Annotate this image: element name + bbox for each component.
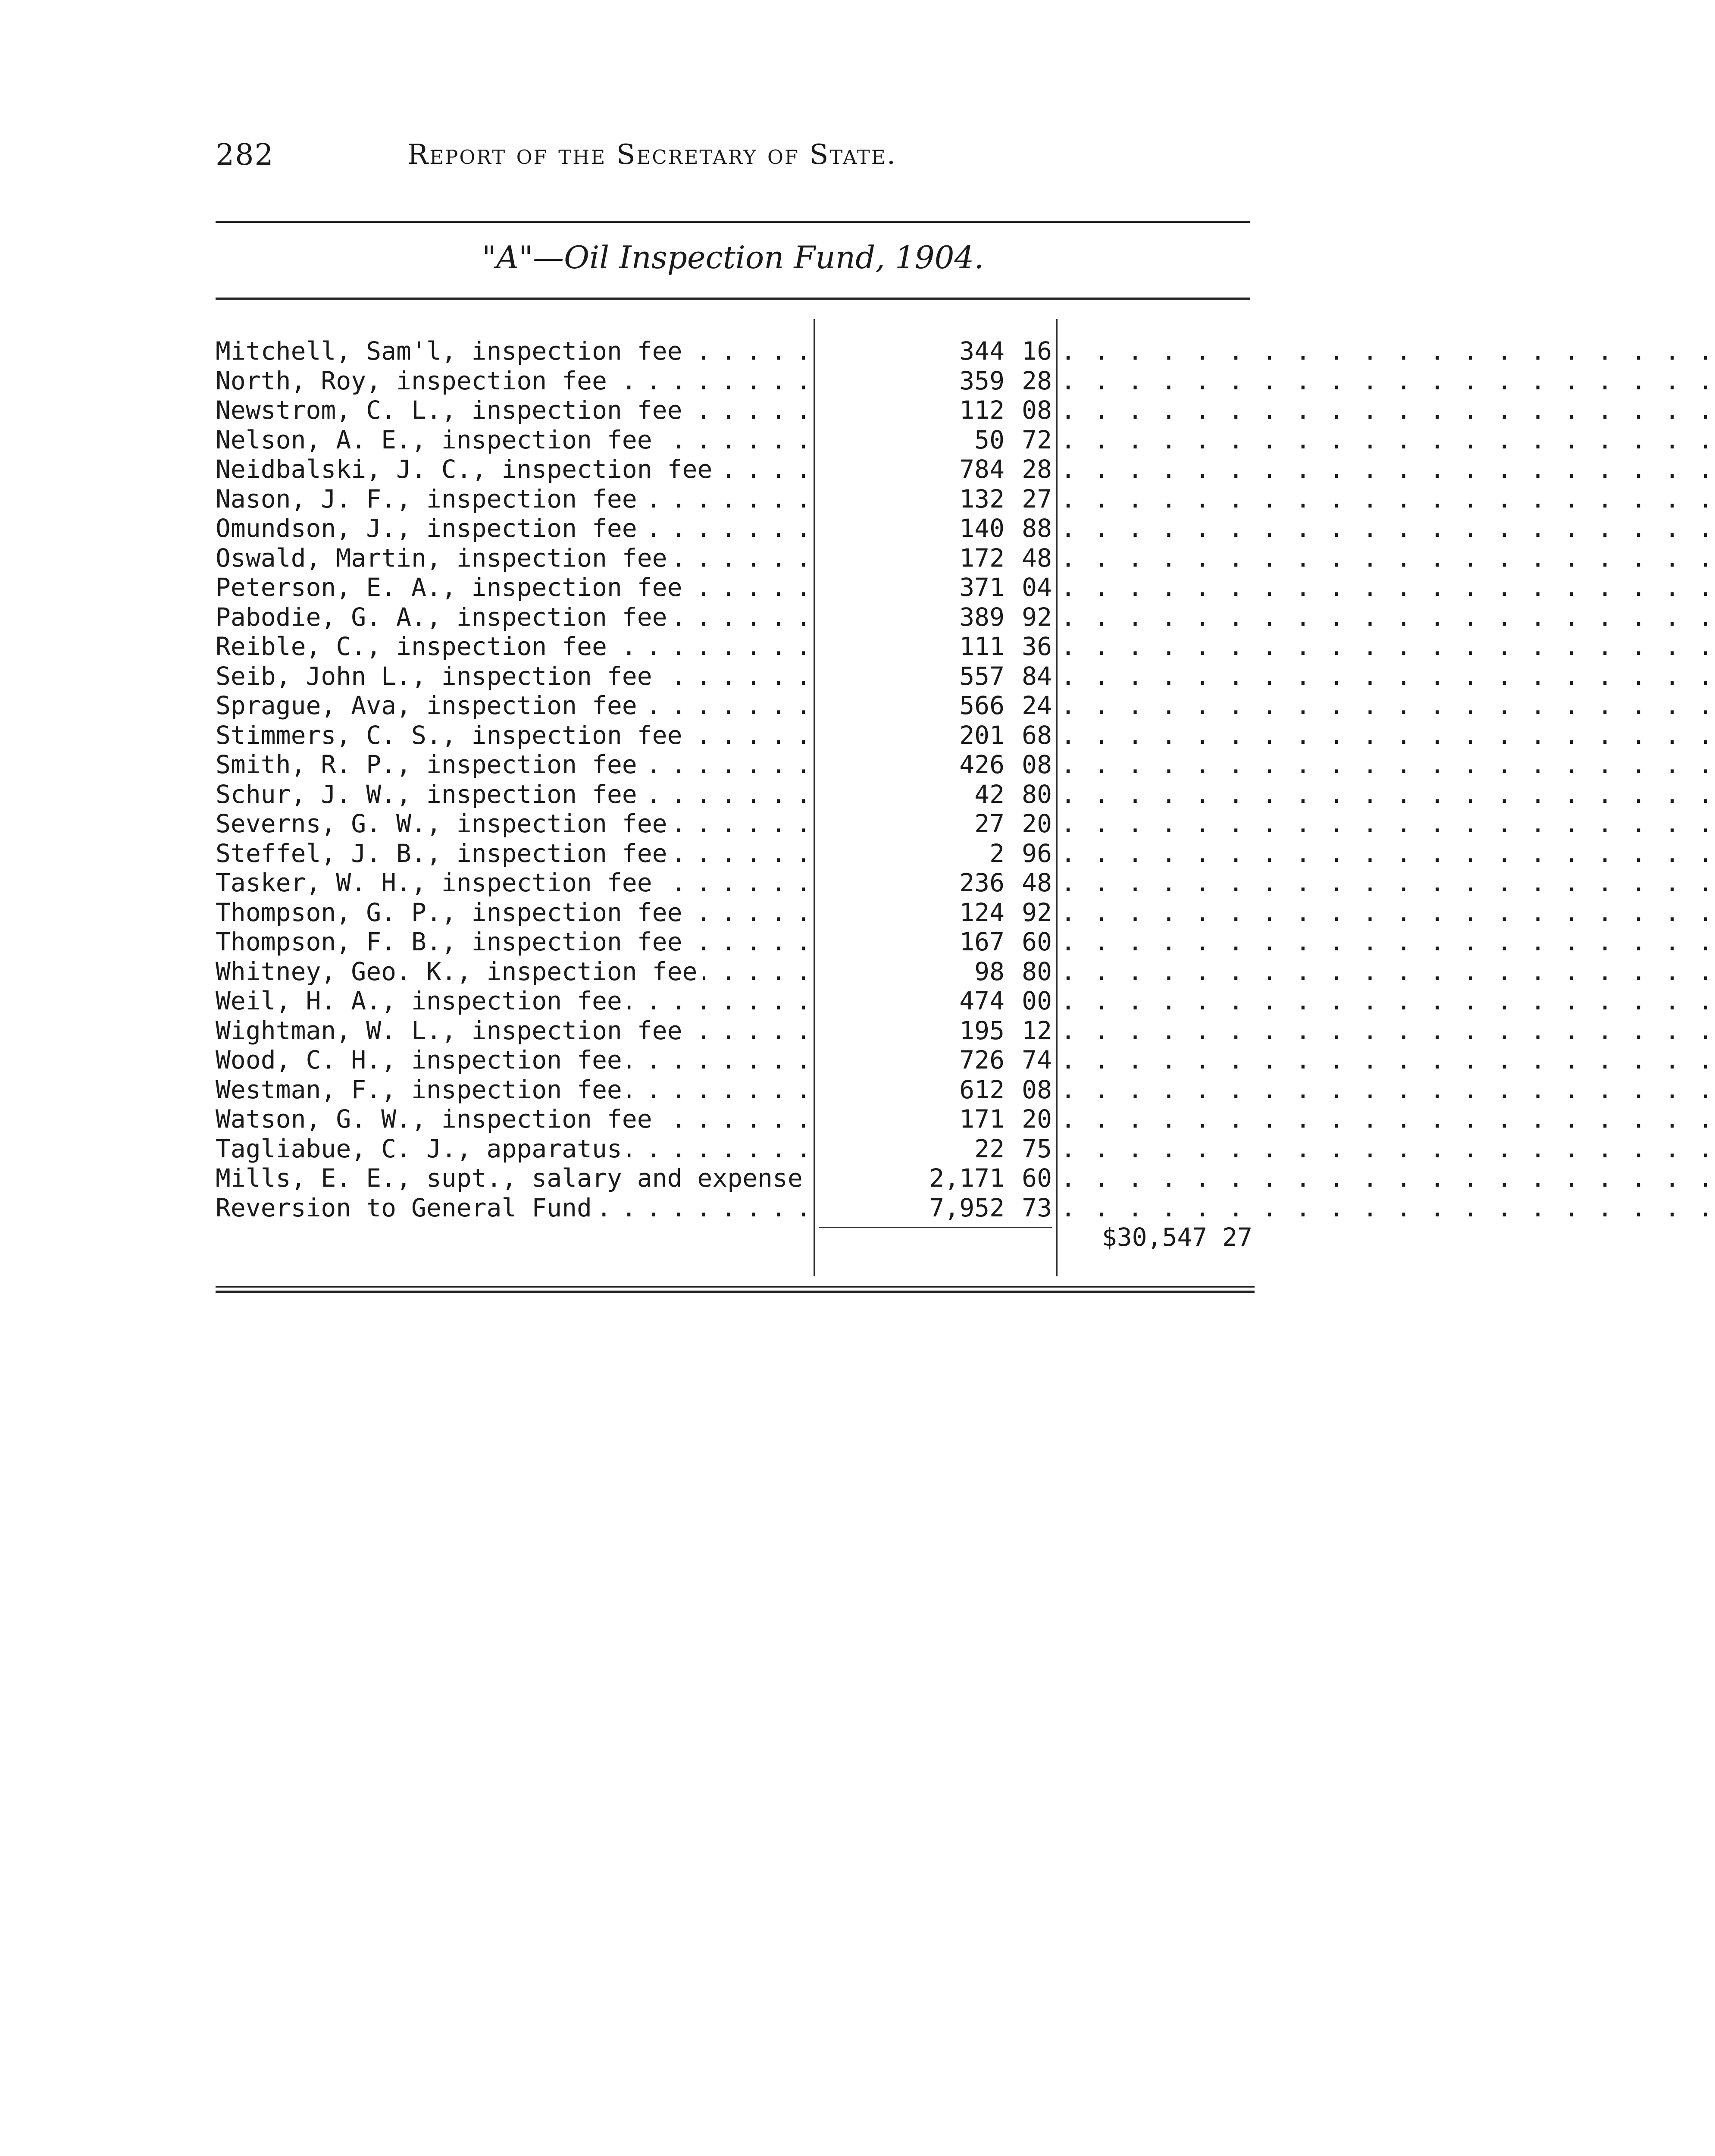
table-row [216,750,1715,780]
entry-amount [819,484,1052,514]
entry-amount [819,780,1052,809]
table-row [216,1015,1715,1046]
entry-description [216,898,808,928]
entry-cents: 08 [1022,395,1052,425]
entry-description-text: Nelson, A. E., inspection fee [216,425,658,454]
entry-dollars: 98 [974,956,1005,986]
entry-amount [819,927,1052,957]
entry-description [216,1104,808,1134]
table-row [216,1193,1715,1223]
entry-cents: 80 [1022,956,1052,986]
total-leader-dots: . . . . . . . . . . . . . . . . . . . . [1061,779,1715,809]
entry-cents: 20 [1022,1104,1052,1134]
total-leader-dots: . . . . . . . . . . . . . . . . . . . . [1061,484,1715,514]
total-leader-dots: . . . . . . . . . . . . . . . . . . . . [1061,543,1715,573]
total-leader-dots: . . . . . . . . . . . . . . . . . . . . [1061,750,1715,779]
entry-cents: 12 [1022,1015,1052,1045]
entry-amount [819,395,1052,425]
total-leader-dots: . . . . . . . . . . . . . . . . . . . . [1061,1193,1715,1222]
entry-cents: 20 [1022,809,1052,838]
entry-description-text: Newstrom, C. L., inspection fee [216,395,689,425]
entry-amount [819,957,1052,987]
table-row [216,838,1715,868]
table-row [216,897,1715,928]
subtotal-rule [819,1227,1052,1228]
entry-cents: 16 [1022,336,1052,366]
entry-cents: 28 [1022,454,1052,484]
entry-description-text: Schur, J. W., inspection fee [216,780,643,809]
total-leader-dots: . . . . . . . . . . . . . . . . . . . . [1061,1104,1715,1134]
entry-cents: 48 [1022,868,1052,897]
total-leader-dots: . . . . . . . . . . . . . . . . . . . . [1061,454,1715,484]
entry-amount [819,454,1052,484]
entry-amount [819,573,1052,602]
entry-description [216,957,808,987]
table-row [216,1045,1715,1075]
entry-amount [819,809,1052,839]
total-leader-dots: . . . . . . . . . . . . . . . . . . . . [1061,1075,1715,1104]
entry-description [216,484,808,514]
entry-amount [819,868,1052,898]
entry-dollars: 42 [974,779,1005,809]
table-row [216,1163,1715,1193]
total-leader-dots: . . . . . . . . . . . . . . . . . . . . [1061,366,1715,395]
entry-description-text: Reversion to General Fund [216,1193,598,1222]
table-row [216,425,1715,455]
entry-description [216,750,808,780]
total-leader-dots: . . . . . . . . . . . . . . . . . . . . [1061,868,1715,897]
total-leader-dots: . . . . . . . . . . . . . . . . . . . . [1061,1163,1715,1193]
entry-description-text: Pabodie, G. A., inspection fee [216,602,673,632]
entry-description [216,573,808,602]
entry-cents: 96 [1022,838,1052,868]
table-row [216,927,1715,957]
entry-amount [819,691,1052,721]
entry-cents: 74 [1022,1045,1052,1075]
grand-total: $30,547 27 [1102,1222,1252,1252]
entry-description [216,425,808,455]
table-row [216,986,1715,1016]
entry-description-text: Thompson, G. P., inspection fee [216,898,689,927]
entry-description [216,721,808,750]
entry-dollars: 371 [959,573,1005,602]
total-leader-dots: . . . . . . . . . . . . . . . . . . . . [1061,838,1715,868]
entry-dollars: 2,171 [929,1163,1005,1193]
entry-dollars: 124 [959,897,1005,927]
entry-cents: 08 [1022,750,1052,779]
entry-description-text: Westman, F., inspection fee [216,1075,628,1104]
entry-cents: 72 [1022,425,1052,454]
entry-dollars: 167 [959,927,1005,956]
table-row [216,543,1715,573]
entry-dollars: 359 [959,366,1005,395]
entry-dollars: 726 [959,1045,1005,1075]
entry-cents: 60 [1022,927,1052,956]
entry-cents: 48 [1022,543,1052,573]
ledger-rows [216,336,1715,1252]
entry-dollars: 612 [959,1075,1005,1104]
table-row [216,395,1715,425]
entry-description [216,1163,808,1193]
total-leader-dots: . . . . . . . . . . . . . . . . . . . . [1061,1015,1715,1045]
entry-amount [819,1134,1052,1164]
table-row [216,454,1715,484]
total-leader-dots: . . . . . . . . . . . . . . . . . . . . [1061,425,1715,454]
table-row [216,809,1715,839]
entry-description-text: Whitney, Geo. K., inspection fee [216,957,703,986]
entry-amount [819,514,1052,543]
entry-cents: 00 [1022,986,1052,1015]
table-row [216,661,1715,691]
entry-cents: 84 [1022,661,1052,691]
entry-dollars: 784 [959,454,1005,484]
entry-dollars: 50 [974,425,1005,454]
entry-cents: 36 [1022,632,1052,661]
entry-amount [819,1016,1052,1046]
entry-dollars: 171 [959,1104,1005,1134]
table-caption: "A"—Oil Inspection Fund, 1904. [482,239,984,276]
entry-description-text: Wightman, W. L., inspection fee [216,1016,689,1045]
footer-rule-thin [216,1286,1255,1288]
entry-cents: 88 [1022,514,1052,543]
footer-rule-thick [216,1291,1255,1293]
entry-description [216,1193,808,1223]
total-leader-dots: . . . . . . . . . . . . . . . . . . . . [1061,1045,1715,1075]
entry-amount [819,366,1052,396]
entry-cents: 92 [1022,602,1052,632]
table-row [216,956,1715,987]
entry-cents: 73 [1022,1193,1052,1222]
entry-description-text: Nason, J. F., inspection fee [216,484,643,514]
entry-description-text: Tagliabue, C. J., apparatus [216,1134,628,1163]
entry-description [216,602,808,632]
table-row [216,691,1715,721]
ledger-table [216,336,1715,1252]
caption-rule [216,298,1250,300]
entry-amount [819,1045,1052,1075]
entry-amount [819,425,1052,455]
total-leader-dots: . . . . . . . . . . . . . . . . . . . . [1061,395,1715,425]
total-leader-dots: . . . . . . . . . . . . . . . . . . . . [1061,632,1715,661]
entry-description-text: Watson, G. W., inspection fee [216,1104,658,1134]
entry-description [216,927,808,957]
running-head: Report of the Secretary of State. [407,139,897,171]
entry-cents: 68 [1022,720,1052,750]
total-leader-dots: . . . . . . . . . . . . . . . . . . . . [1061,986,1715,1015]
entry-description [216,868,808,898]
entry-cents: 04 [1022,573,1052,602]
entry-amount [819,336,1052,366]
entry-description-text: Mitchell, Sam'l, inspection fee [216,336,689,366]
table-row [216,514,1715,543]
entry-description-text: Thompson, F. B., inspection fee [216,927,689,956]
entry-description [216,632,808,661]
table-row [216,868,1715,898]
entry-description-text: North, Roy, inspection fee [216,366,613,395]
entry-description-text: Wood, C. H., inspection fee [216,1045,628,1075]
total-leader-dots: . . . . . . . . . . . . . . . . . . . . [1061,602,1715,632]
entry-description-text: Weil, H. A., inspection fee [216,986,628,1015]
entry-dollars: 2 [989,838,1005,868]
entry-dollars: 195 [959,1015,1005,1045]
entry-description-text: Mills, E. E., supt., salary and expense [216,1163,809,1193]
entry-dollars: 112 [959,395,1005,425]
entry-dollars: 344 [959,336,1005,366]
entry-dollars: 132 [959,484,1005,514]
entry-cents: 28 [1022,366,1052,395]
entry-dollars: 140 [959,514,1005,543]
table-row [216,484,1715,514]
entry-description-text: Seib, John L., inspection fee [216,661,658,691]
entry-amount [819,1163,1052,1193]
total-leader-dots: . . . . . . . . . . . . . . . . . . . . [1061,514,1715,543]
entry-cents: 08 [1022,1075,1052,1104]
entry-amount [819,661,1052,691]
table-row [216,632,1715,661]
entry-cents: 75 [1022,1134,1052,1163]
entry-description [216,839,808,868]
entry-description-text: Steffel, J. B., inspection fee [216,839,673,868]
total-leader-dots: . . . . . . . . . . . . . . . . . . . . [1061,336,1715,366]
entry-description-text: Peterson, E. A., inspection fee [216,573,689,602]
entry-description-text: Smith, R. P., inspection fee [216,750,643,779]
entry-cents: 80 [1022,779,1052,809]
entry-description-text: Stimmers, C. S., inspection fee [216,721,689,750]
entry-amount [819,632,1052,661]
entry-dollars: 566 [959,691,1005,720]
entry-dollars: 201 [959,720,1005,750]
entry-dollars: 111 [959,632,1005,661]
table-row [216,366,1715,396]
entry-description-text: Sprague, Ava, inspection fee [216,691,643,720]
total-leader-dots: . . . . . . . . . . . . . . . . . . . . [1061,809,1715,838]
entry-dollars: 389 [959,602,1005,632]
entry-dollars: 426 [959,750,1005,779]
entry-cents: 24 [1022,691,1052,720]
entry-description-text: Omundson, J., inspection fee [216,514,643,543]
entry-amount [819,839,1052,868]
entry-description [216,514,808,543]
table-row [216,779,1715,809]
total-leader-dots: . . . . . . . . . . . . . . . . . . . . [1061,661,1715,691]
table-row [216,1075,1715,1105]
entry-cents: 92 [1022,897,1052,927]
entry-amount [819,721,1052,750]
entry-dollars: 7,952 [929,1193,1005,1222]
entry-description [216,661,808,691]
header-rule [216,221,1250,223]
entry-dollars: 474 [959,986,1005,1015]
entry-amount [819,1193,1052,1223]
entry-description [216,454,808,484]
total-leader-dots: . . . . . . . . . . . . . . . . . . . . [1061,927,1715,956]
table-row [216,573,1715,602]
entry-dollars: 172 [959,543,1005,573]
total-row [216,1222,1255,1252]
entry-description-text: Neidbalski, J. C., inspection fee [216,454,718,484]
entry-description [216,986,808,1016]
table-row [216,1134,1715,1164]
table-row [216,1104,1715,1134]
entry-dollars: 236 [959,868,1005,897]
total-leader-dots: . . . . . . . . . . . . . . . . . . . . [1061,897,1715,927]
entry-description [216,366,808,396]
entry-dollars: 557 [959,661,1005,691]
entry-cents: 27 [1022,484,1052,514]
table-row [216,602,1715,632]
total-leader-dots: . . . . . . . . . . . . . . . . . . . . [1061,956,1715,986]
entry-description [216,336,808,366]
entry-description [216,780,808,809]
entry-description-text: Oswald, Martin, inspection fee [216,543,673,573]
entry-dollars: 22 [974,1134,1005,1163]
entry-description-text: Tasker, W. H., inspection fee [216,868,658,897]
entry-description [216,395,808,425]
entry-dollars: 27 [974,809,1005,838]
entry-description-text: Reible, C., inspection fee [216,632,613,661]
table-row [216,720,1715,750]
table-row [216,336,1715,366]
entry-amount [819,1075,1052,1105]
entry-description [216,809,808,839]
entry-amount [819,602,1052,632]
page-number: 282 [216,138,274,172]
total-leader-dots: . . . . . . . . . . . . . . . . . . . . [1061,1134,1715,1163]
total-leader-dots: . . . . . . . . . . . . . . . . . . . . [1061,573,1715,602]
entry-amount [819,898,1052,928]
entry-description [216,1134,808,1164]
total-leader-dots: . . . . . . . . . . . . . . . . . . . . [1061,691,1715,720]
entry-description [216,1016,808,1046]
entry-description [216,691,808,721]
entry-description-text: Severns, G. W., inspection fee [216,809,673,838]
total-leader-dots: . . . . . . . . . . . . . . . . . . . . [1061,720,1715,750]
entry-description [216,1045,808,1075]
entry-description [216,1075,808,1105]
entry-description [216,543,808,573]
entry-amount [819,543,1052,573]
entry-amount [819,986,1052,1016]
entry-amount [819,750,1052,780]
entry-cents: 60 [1022,1163,1052,1193]
entry-amount [819,1104,1052,1134]
